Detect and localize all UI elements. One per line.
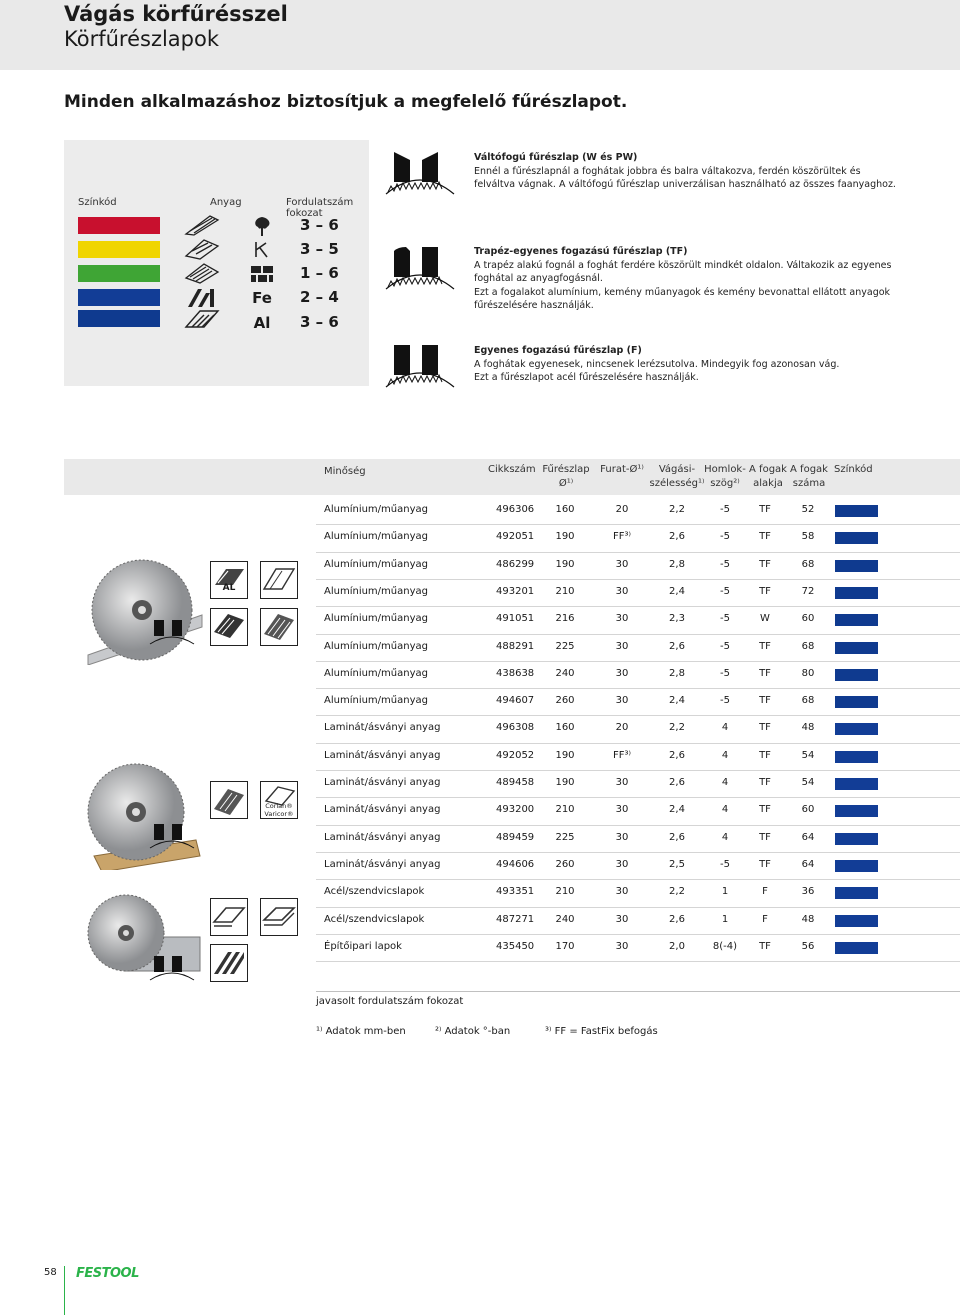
cell-f: F [762,913,768,925]
cell-b: 30 [615,804,629,816]
cell-f: F [762,886,768,898]
legend-header-color: Színkód [78,197,117,208]
steel-sheet-icon [260,898,298,936]
cell-w: 2,6 [669,640,685,652]
festool-logo: FESTOOL [76,1266,139,1281]
cell-z: 72 [801,585,815,597]
cell-n: 492051 [496,531,535,543]
blade-tooth-small-icon [148,620,206,646]
cell-d: 216 [555,613,575,625]
cell-z: 54 [801,777,815,788]
th-article: Cikkszám [488,464,536,475]
cell-q: Acél/szendvicslapok [324,913,425,925]
cell-f: TF [759,722,771,734]
cell-z: 54 [801,749,815,761]
color-swatch [835,751,878,763]
blade-description-w [474,151,904,192]
cell-z: 60 [801,613,815,625]
color-swatch [835,887,878,899]
page-title: Vágás körfűrésszel [64,2,288,26]
cell-n: 492052 [496,749,535,761]
cell-f: TF [759,831,771,843]
th-bore: Furat-Ø¹⁾ [600,464,644,475]
cell-q: Laminát/ásványi anyag [324,858,441,870]
cell-q: Laminát/ásványi anyag [324,831,441,843]
cell-z: 68 [801,640,815,652]
color-swatch [835,860,878,872]
cell-w: 2,2 [669,504,685,515]
saw-blade-product-image [84,555,204,665]
cell-q: Alumínium/műanyag [324,585,428,597]
color-swatch [835,833,878,845]
cell-f: TF [759,858,771,870]
cell-a: 4 [721,831,729,843]
cell-q: Laminát/ásványi anyag [324,777,441,788]
cell-b: 20 [615,722,629,734]
cell-d: 240 [555,913,575,925]
cell-b: 30 [615,913,629,925]
blade-title: Egyenes fogazású fűrészlap (F) [474,345,642,356]
color-swatch [835,532,878,544]
cell-d: 170 [555,940,575,952]
cell-b: 30 [615,831,629,843]
cell-n: 488291 [496,640,535,652]
table-row [0,525,960,552]
cell-q: Építőipari lapok [324,940,402,952]
solid-surface-icon [260,608,298,646]
tree-icon [250,215,274,237]
laminate-board-icon [210,608,248,646]
cell-d: 190 [555,777,575,788]
color-swatch [835,587,878,599]
laminate-icon [184,262,220,284]
cell-f: TF [759,940,771,952]
sandwich-panel-icon [210,898,248,936]
cell-q: Alumínium/műanyag [324,640,428,652]
cell-a: -5 [720,667,730,679]
table-row [0,716,960,743]
plastic-sheet-icon [260,561,298,599]
cell-z: 64 [801,831,815,843]
headline: Minden alkalmazáshoz biztosítjuk a megfelelő fűrészlapot. [64,92,628,112]
cell-z: 48 [801,722,815,734]
color-swatch [835,778,878,790]
cell-a: -5 [720,695,730,707]
th-line: szélesség¹⁾ [649,478,705,489]
cell-q: Laminát/ásványi anyag [324,804,441,816]
legend-swatch-darkblue [78,310,160,327]
corian-icon-label: Corian® Varicor® [264,802,294,818]
page-subtitle: Körfűrészlapok [64,27,220,51]
straight-tooth-blade-icon [384,345,456,389]
blade-description-tf [474,245,904,313]
speed-note: javasolt fordulatszám fokozat [316,996,464,1007]
cell-a: 8(-4) [712,940,738,952]
th-shape [746,463,790,491]
cell-f: TF [759,777,771,788]
blade-tooth-small-icon [148,956,206,982]
cell-f: TF [759,749,771,761]
color-swatch [835,805,878,817]
cell-b: 30 [615,558,629,570]
th-angle [702,463,748,491]
legend-swatch-blue [78,289,160,306]
alternate-tooth-blade-icon [384,152,456,196]
cell-d: 260 [555,858,575,870]
cell-w: 2,6 [669,831,685,843]
footnote-1: ¹⁾ Adatok mm-ben [316,1026,406,1037]
legend-symbol-fe: Fe [252,289,272,307]
cell-w: 2,4 [669,695,685,707]
cell-b: 30 [615,858,629,870]
cell-n: 489459 [496,831,535,843]
cell-d: 210 [555,804,575,816]
th-width [648,463,706,491]
aluminium-profile-icon [184,307,220,331]
table-row [0,662,960,689]
cell-q: Alumínium/műanyag [324,504,428,515]
cell-a: 4 [721,804,729,816]
table-row [0,498,960,525]
legend-range: 2 – 4 [300,288,339,306]
cell-n: 491051 [496,613,535,625]
cell-n: 487271 [496,913,535,925]
th-line: A fogak [749,464,787,475]
color-swatch [835,696,878,708]
cell-w: 2,2 [669,886,685,898]
th-line: Ø¹⁾ [558,478,574,489]
th-quality: Minőség [324,466,366,477]
cell-z: 68 [801,695,815,707]
cell-d: 210 [555,886,575,898]
cell-n: 496308 [496,722,535,734]
cell-a: -5 [720,640,730,652]
cell-z: 36 [801,886,815,898]
color-swatch [835,942,878,954]
cell-w: 2,2 [669,722,685,734]
cell-a: -5 [720,504,730,515]
cell-w: 2,6 [669,749,685,761]
cell-a: -5 [720,613,730,625]
cell-b: 30 [615,585,629,597]
cell-b: 20 [615,504,629,515]
cell-a: -5 [720,585,730,597]
footnote-2: ²⁾ Adatok °-ban [435,1026,511,1037]
cell-a: 1 [721,913,729,925]
cell-a: 4 [721,749,729,761]
cell-z: 64 [801,858,815,870]
cell-w: 2,0 [669,940,685,952]
cell-f: W [760,613,770,625]
cell-w: 2,4 [669,585,685,597]
green-rule [64,1266,65,1315]
cell-n: 493200 [496,804,535,816]
blade-tooth-small-icon [148,824,206,850]
aluminium-profile-icon [210,561,248,599]
th-line: szög²⁾ [710,478,740,489]
cell-f: TF [759,695,771,707]
cell-n: 489458 [496,777,535,788]
cell-w: 2,6 [669,531,685,543]
color-swatch [835,560,878,572]
cell-f: TF [759,585,771,597]
cell-q: Acél/szendvicslapok [324,886,425,898]
blade-text: A trapéz alakú fognál a foghát ferdére köszörült mindkét oldalon. Váltakozik az egyenes foghátal az anyagfogásnál. [474,259,892,284]
th-color: Színkód [834,464,873,475]
legend-range: 3 – 5 [300,240,339,258]
cell-w: 2,8 [669,667,685,679]
cell-d: 225 [555,640,575,652]
cell-w: 2,6 [669,777,685,788]
color-swatch [835,642,878,654]
legend-box [64,140,369,386]
panel-board-icon [184,238,220,260]
legend-symbol-al: Al [253,314,271,332]
cell-f: TF [759,558,771,570]
cell-z: 80 [801,667,815,679]
cell-q: Alumínium/műanyag [324,613,428,625]
cell-w: 2,3 [669,613,685,625]
cell-w: 2,8 [669,558,685,570]
cell-w: 2,6 [669,913,685,925]
blade-description-f [474,344,904,385]
cell-z: 68 [801,558,815,570]
aluminium-icon-label: AL [222,583,236,593]
legend-header-material: Anyag [210,197,242,208]
cell-f: TF [759,667,771,679]
cell-q: Alumínium/műanyag [324,667,428,679]
footnote-3: ³⁾ FF = FastFix befogás [545,1026,658,1037]
cell-n: 438638 [496,667,535,679]
trapezoid-tooth-blade-icon [384,247,456,291]
legend-swatch-yellow [78,241,160,258]
cell-a: 4 [721,777,729,788]
cell-n: 494606 [496,858,535,870]
th-line: Homlok- [704,464,746,475]
color-swatch [835,915,878,927]
th-line: száma [792,478,826,489]
legend-range: 1 – 6 [300,264,339,282]
cell-n: 494607 [496,695,535,707]
cell-n: 493201 [496,585,535,597]
color-swatch [835,614,878,626]
legend-header-speed: Fordulatszám fokozat [286,197,354,219]
blade-text: Ezt a fogalakot alumínium, kemény műanyagok és kemény bevonattal ellátott anyagok fűrészelésére használják. [474,286,891,311]
cell-z: 60 [801,804,815,816]
cell-d: 190 [555,531,575,543]
cell-n: 496306 [496,504,535,515]
saw-blade-product-image [84,760,204,870]
cell-b: 30 [615,886,629,898]
cell-a: 1 [721,886,729,898]
cell-d: 160 [555,722,575,734]
legend-range: 3 – 6 [300,313,339,331]
color-swatch [835,505,878,517]
footer-separator [316,991,960,992]
cell-n: 493351 [496,886,535,898]
cell-a: -5 [720,558,730,570]
cell-f: TF [759,640,771,652]
cell-d: 210 [555,585,575,597]
cell-q: Alumínium/műanyag [324,531,428,543]
legend-swatch-green [78,265,160,282]
th-line: alakja [753,478,783,489]
cell-q: Alumínium/műanyag [324,558,428,570]
cell-f: TF [759,804,771,816]
bricks-icon [250,265,274,283]
cell-f: TF [759,531,771,543]
color-swatch [835,669,878,681]
cell-q: Laminát/ásványi anyag [324,749,441,761]
cell-f: TF [759,504,771,515]
cell-b: FF³⁾ [613,749,631,761]
cell-z: 58 [801,531,815,543]
cell-b: 30 [615,613,629,625]
row-separator [316,961,960,962]
blade-text: Ezt a fűrészlapot acél fűrészelésére használják. [474,372,699,383]
cell-b: 30 [615,640,629,652]
cell-b: 30 [615,667,629,679]
cell-d: 225 [555,831,575,843]
wood-planks-icon [184,214,220,236]
table-row [0,689,960,716]
th-diameter [540,463,592,491]
cell-a: -5 [720,531,730,543]
th-line: Vágási- [658,464,696,475]
cell-a: -5 [720,858,730,870]
blade-text: Ennél a fűrészlapnál a foghátak jobbra és balra váltakozva, ferdén köszörültek és felváltva vágnak. A váltófogú fűrészlap univerzálisan használható az összes faanyaghoz. [474,165,896,190]
blade-title: Váltófogú fűrészlap (W és PW) [474,152,638,163]
cell-w: 2,5 [669,858,685,870]
page-number: 58 [44,1267,57,1278]
cell-b: 30 [615,940,629,952]
cell-w: 2,4 [669,804,685,816]
th-line: A fogak [790,464,828,475]
cell-z: 48 [801,913,815,925]
legend-swatch-red [78,217,160,234]
blade-text: A foghátak egyenesek, nincsenek lerézsutolva. Mindegyik fog azonosan vág. [474,358,840,370]
th-line: Fűrészlap [542,464,590,475]
cell-n: 435450 [496,940,535,952]
cell-b: FF³⁾ [613,531,631,543]
blade-title: Trapéz-egyenes fogazású fűrészlap (TF) [474,246,688,257]
building-board-icon [210,944,248,982]
laminate-floor-icon [210,781,248,819]
cell-b: 30 [615,695,629,707]
cell-d: 240 [555,667,575,679]
lightning-icon [252,240,272,260]
cell-a: 4 [721,722,729,734]
metal-profile-icon [184,285,220,309]
cell-d: 190 [555,558,575,570]
cell-z: 56 [801,940,815,952]
cell-q: Alumínium/műanyag [324,695,428,707]
cell-q: Laminát/ásványi anyag [324,722,441,734]
color-swatch [835,723,878,735]
cell-z: 52 [801,504,815,515]
legend-range: 3 – 6 [300,216,339,234]
cell-d: 260 [555,695,575,707]
cell-b: 30 [615,777,629,788]
cell-n: 486299 [496,558,535,570]
th-count [788,463,830,491]
cell-d: 160 [555,504,575,515]
cell-d: 190 [555,749,575,761]
